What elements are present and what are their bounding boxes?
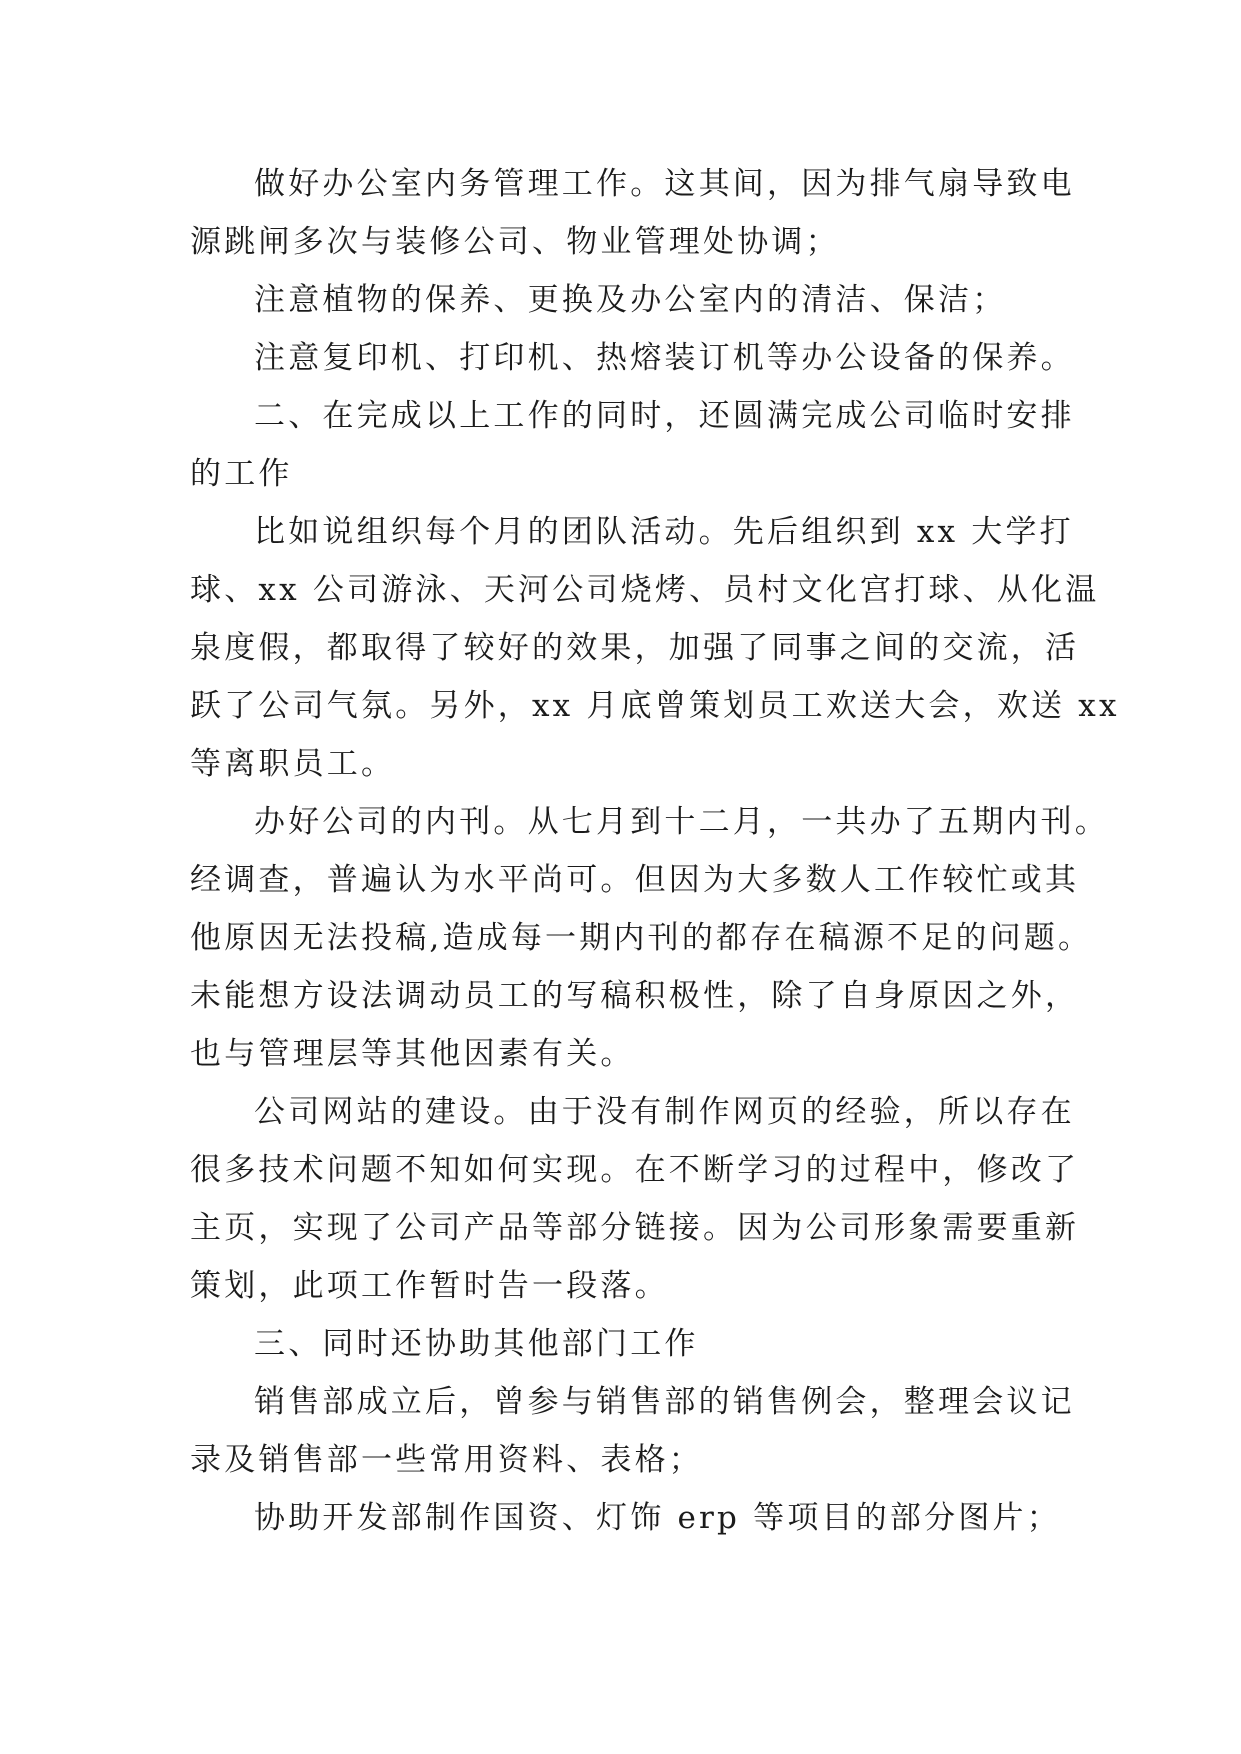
text-line: 公司网站的建设。由于没有制作网页的经验，所以存在 (254, 1094, 1075, 1130)
text-line: 的工作 (190, 456, 293, 492)
paragraph (190, 1489, 1061, 1547)
text-line: 注意植物的保养、更换及办公室内的清洁、保洁； (254, 282, 1007, 318)
text-line: 经调查，普遍认为水平尚可。但因为大多数人工作较忙或其 (190, 862, 1080, 898)
text-line: 跃了公司气氛。另外，xx 月底曾策划员工欢送大会，欢送 xx (190, 688, 1120, 724)
text-line: 办好公司的内刊。从七月到十二月，一共办了五期内刊。 (254, 804, 1109, 840)
text-line: 三、同时还协助其他部门工作 (254, 1326, 699, 1362)
section-heading (190, 1315, 1054, 1373)
paragraph (190, 1373, 1075, 1489)
document-body (190, 155, 1120, 1547)
text-line: 做好办公室内务管理工作。这其间，因为排气扇导致电 (254, 166, 1075, 202)
text-line: 他原因无法投稿,造成每一期内刊的都存在稿源不足的问题。 (190, 920, 1093, 956)
text-line: 销售部成立后，曾参与销售部的销售例会，整理会议记 (254, 1384, 1075, 1420)
text-line: 协助开发部制作国资、灯饰 erp 等项目的部分图片； (254, 1500, 1061, 1536)
text-line: 泉度假，都取得了较好的效果，加强了同事之间的交流，活 (190, 630, 1080, 666)
text-line: 注意复印机、打印机、热熔装订机等办公设备的保养。 (254, 340, 1075, 376)
text-line: 主页，实现了公司产品等部分链接。因为公司形象需要重新 (190, 1210, 1080, 1246)
paragraph (190, 1083, 1080, 1315)
text-line: 源跳闸多次与装修公司、物业管理处协调； (190, 224, 840, 260)
paragraph (190, 155, 1075, 271)
text-line: 球、xx 公司游泳、天河公司烧烤、员村文化宫打球、从化温 (190, 572, 1100, 608)
text-line: 很多技术问题不知如何实现。在不断学习的过程中，修改了 (190, 1152, 1080, 1188)
text-line: 等离职员工。 (190, 746, 396, 782)
text-line: 二、在完成以上工作的同时，还圆满完成公司临时安排 (254, 398, 1075, 434)
paragraph (190, 271, 1054, 329)
text-line: 录及销售部一些常用资料、表格； (190, 1442, 703, 1478)
paragraph (190, 329, 1075, 387)
text-line: 比如说组织每个月的团队活动。先后组织到 xx 大学打 (254, 514, 1074, 550)
text-line: 策划，此项工作暂时告一段落。 (190, 1268, 669, 1304)
text-line: 也与管理层等其他因素有关。 (190, 1036, 635, 1072)
text-line: 未能想方设法调动员工的写稿积极性，除了自身原因之外， (190, 978, 1080, 1014)
paragraph (190, 793, 1109, 1083)
section-heading (190, 387, 1075, 503)
paragraph (190, 503, 1120, 793)
